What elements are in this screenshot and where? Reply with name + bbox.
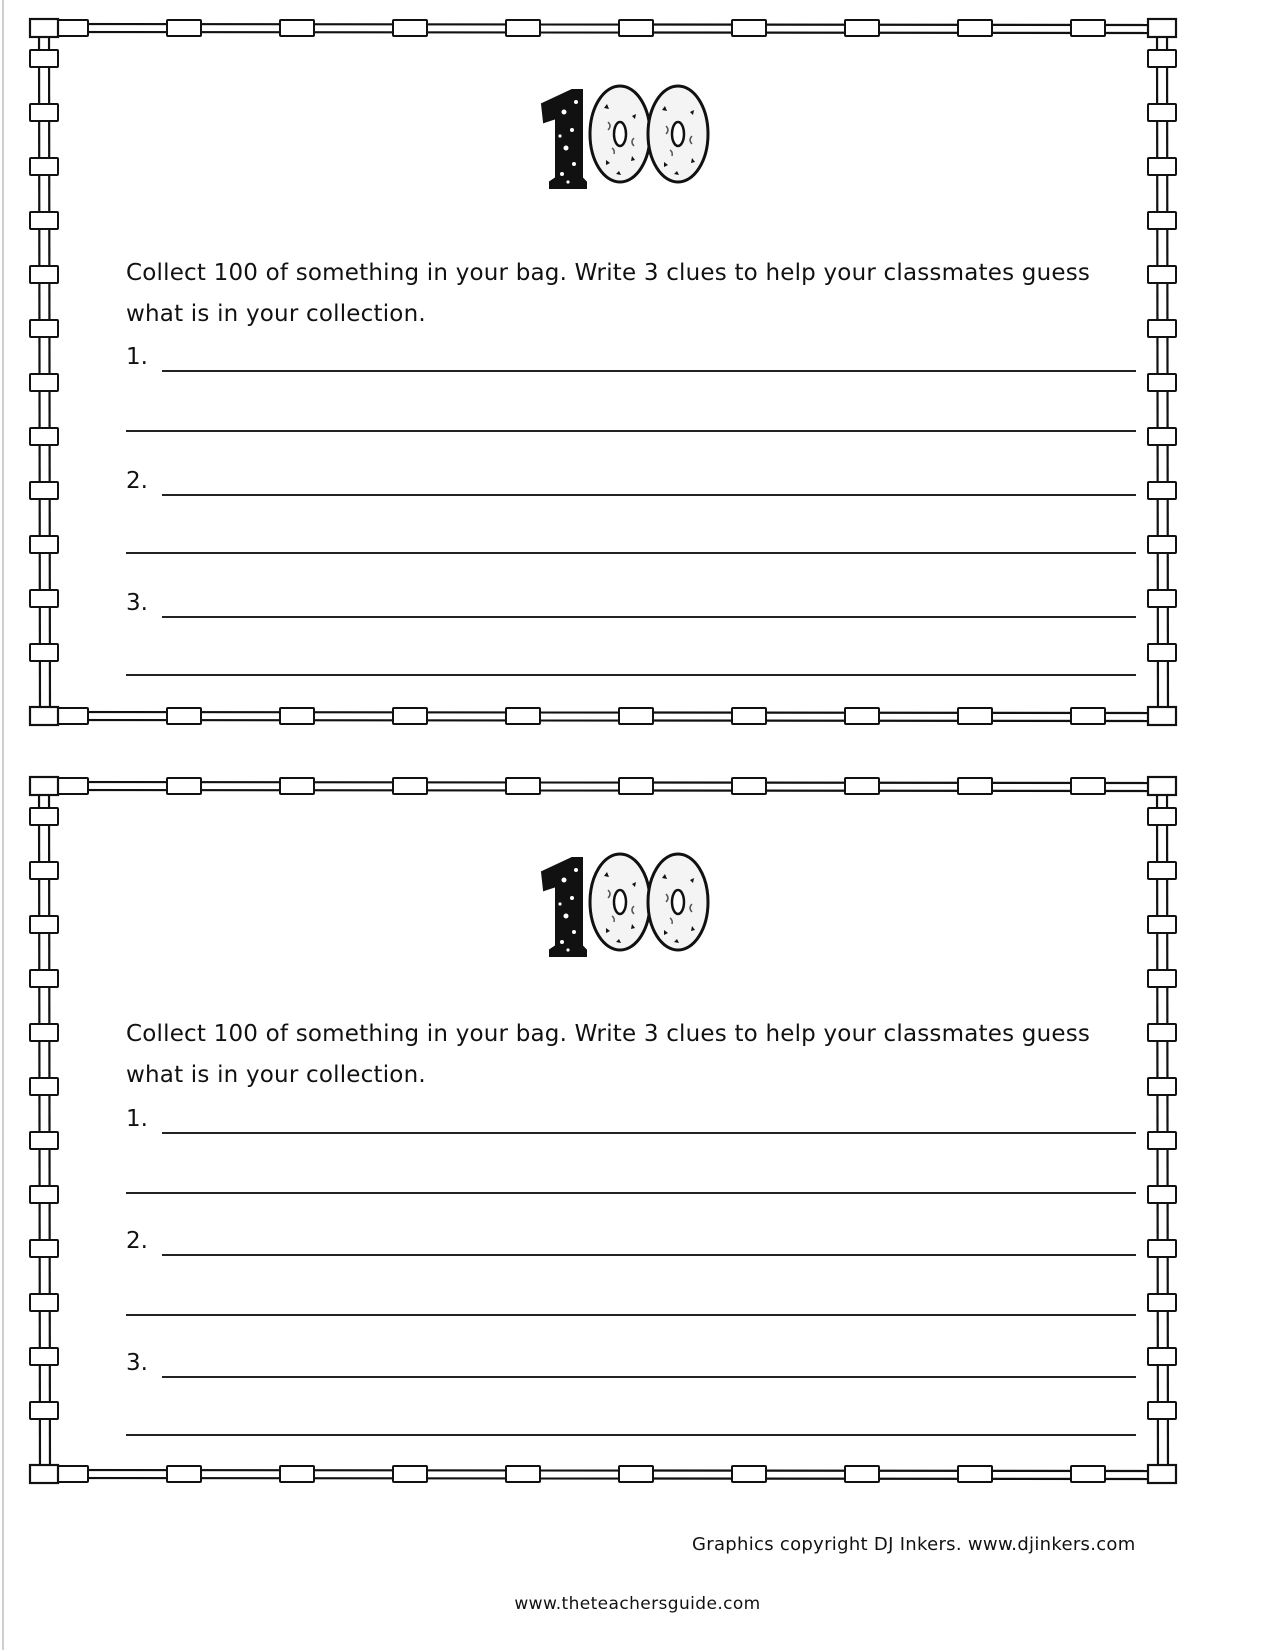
border-rung xyxy=(506,20,540,36)
border-rung xyxy=(958,708,992,724)
border-rung xyxy=(506,778,540,794)
answer-line-continuation[interactable] xyxy=(126,1314,1136,1316)
border-rung xyxy=(1148,862,1176,879)
border-rung xyxy=(1148,482,1176,499)
border-corner xyxy=(30,777,58,795)
border-rung xyxy=(393,20,427,36)
border-rung xyxy=(30,320,58,337)
clue-number: 3. xyxy=(126,1350,148,1376)
border-rung xyxy=(1148,536,1176,553)
clue-number: 2. xyxy=(126,1228,148,1254)
border-rung xyxy=(30,1240,58,1257)
border-rung xyxy=(30,916,58,933)
border-rung xyxy=(732,20,766,36)
border-rung xyxy=(732,1466,766,1482)
border-rung xyxy=(30,1348,58,1365)
border-rung xyxy=(1148,808,1176,825)
border-rung xyxy=(1071,1466,1105,1482)
clue-number: 1. xyxy=(126,344,148,370)
clue-card-1 xyxy=(0,0,1275,760)
border-rung xyxy=(619,20,653,36)
border-rung xyxy=(30,266,58,283)
border-rung xyxy=(167,778,201,794)
border-rung xyxy=(1148,1348,1176,1365)
clue-row-2[interactable] xyxy=(126,1216,1136,1256)
clue-row-3[interactable] xyxy=(126,578,1136,618)
number-100-logo xyxy=(520,82,720,192)
border-rung xyxy=(845,1466,879,1482)
border-rung xyxy=(1148,916,1176,933)
border-rail-right xyxy=(1167,776,1168,1484)
border-rung xyxy=(619,1466,653,1482)
border-rung xyxy=(393,708,427,724)
instructions-line-2: what is in your collection. xyxy=(126,1062,426,1088)
answer-line[interactable] xyxy=(162,1376,1136,1378)
clue-row-3[interactable] xyxy=(126,1338,1136,1378)
border-rung xyxy=(1148,1132,1176,1149)
border-rung xyxy=(30,374,58,391)
clue-number: 1. xyxy=(126,1106,148,1132)
border-rung xyxy=(1148,1240,1176,1257)
border-corner xyxy=(1148,1465,1176,1483)
answer-line-continuation[interactable] xyxy=(126,1434,1136,1436)
border-rung xyxy=(1148,970,1176,987)
clue-number: 3. xyxy=(126,590,148,616)
border-rung xyxy=(1071,20,1105,36)
border-rung xyxy=(167,708,201,724)
border-rung xyxy=(280,708,314,724)
border-corner xyxy=(1148,19,1176,37)
border-rung xyxy=(1148,1024,1176,1041)
logo-zero-1 xyxy=(590,86,650,182)
border-rung xyxy=(1148,644,1176,661)
instructions-line-1: Collect 100 of something in your bag. Write 3 clues to help your classmates guess xyxy=(126,260,1091,286)
instructions-line-2: what is in your collection. xyxy=(126,301,426,327)
answer-line-continuation[interactable] xyxy=(126,1192,1136,1194)
instructions-line-1: Collect 100 of something in your bag. Write 3 clues to help your classmates guess xyxy=(126,1021,1091,1047)
instructions xyxy=(126,1014,1136,1096)
border-corner xyxy=(30,19,58,37)
answer-line-continuation[interactable] xyxy=(126,674,1136,676)
border-rung xyxy=(619,778,653,794)
border-rail-right xyxy=(1157,18,1158,726)
logo-one xyxy=(542,858,586,956)
border-corner xyxy=(1148,777,1176,795)
number-100-logo xyxy=(520,850,720,960)
answer-line[interactable] xyxy=(162,370,1136,372)
border-rung xyxy=(1148,1402,1176,1419)
answer-line-continuation[interactable] xyxy=(126,552,1136,554)
border-rung xyxy=(1148,1294,1176,1311)
border-rung xyxy=(1148,1186,1176,1203)
border-rung xyxy=(280,20,314,36)
border-rung xyxy=(30,644,58,661)
border-rung xyxy=(1148,50,1176,67)
clue-row-1[interactable] xyxy=(126,332,1136,372)
border-rail-left xyxy=(49,776,50,1484)
border-rung xyxy=(1071,778,1105,794)
border-rung xyxy=(958,778,992,794)
clue-card-2 xyxy=(0,758,1275,1518)
border-rung xyxy=(167,20,201,36)
border-rung xyxy=(506,708,540,724)
border-rung xyxy=(1148,104,1176,121)
border-rung xyxy=(30,212,58,229)
border-rung xyxy=(30,482,58,499)
border-rung xyxy=(30,1132,58,1149)
border-rung xyxy=(845,20,879,36)
border-rail-left xyxy=(49,18,50,726)
border-rung xyxy=(732,778,766,794)
border-rung xyxy=(1148,266,1176,283)
border-rung xyxy=(1148,374,1176,391)
border-rung xyxy=(280,1466,314,1482)
footer-url: www.theteachersguide.com xyxy=(514,1594,761,1614)
border-rung xyxy=(1148,428,1176,445)
border-rung xyxy=(30,1024,58,1041)
graphics-credit: Graphics copyright DJ Inkers. www.djinkers.com xyxy=(692,1534,1136,1555)
logo-zero-2 xyxy=(648,86,708,182)
border-rung xyxy=(30,50,58,67)
border-rung xyxy=(30,970,58,987)
answer-line[interactable] xyxy=(162,1132,1136,1134)
border-rung xyxy=(393,778,427,794)
border-rung xyxy=(30,1186,58,1203)
border-rung xyxy=(30,1402,58,1419)
border-rung xyxy=(1071,708,1105,724)
answer-line[interactable] xyxy=(162,494,1136,496)
logo-zero-2 xyxy=(648,854,708,950)
border-rung xyxy=(1148,320,1176,337)
clue-number: 2. xyxy=(126,468,148,494)
answer-line[interactable] xyxy=(162,1254,1136,1256)
border-rung xyxy=(619,708,653,724)
border-rung xyxy=(845,708,879,724)
border-rung xyxy=(30,862,58,879)
border-rung xyxy=(30,428,58,445)
border-rung xyxy=(393,1466,427,1482)
clue-row-1[interactable] xyxy=(126,1094,1136,1134)
border-rail-left xyxy=(39,776,40,1484)
logo-one xyxy=(542,90,586,188)
border-rung xyxy=(30,1294,58,1311)
border-rung xyxy=(30,1078,58,1095)
border-rung xyxy=(845,778,879,794)
border-rung xyxy=(1148,1078,1176,1095)
border-rail-right xyxy=(1157,776,1158,1484)
border-rung xyxy=(30,104,58,121)
border-rung xyxy=(167,1466,201,1482)
border-rail-left xyxy=(39,18,40,726)
logo-zero-1 xyxy=(590,854,650,950)
border-rung xyxy=(958,20,992,36)
border-rung xyxy=(1148,590,1176,607)
border-rung xyxy=(732,708,766,724)
border-rung xyxy=(1148,158,1176,175)
answer-line[interactable] xyxy=(162,616,1136,618)
border-rung xyxy=(30,158,58,175)
border-corner xyxy=(30,707,58,725)
border-rung xyxy=(958,1466,992,1482)
border-rung xyxy=(30,536,58,553)
border-rung xyxy=(506,1466,540,1482)
border-rung xyxy=(30,590,58,607)
border-corner xyxy=(1148,707,1176,725)
border-rung xyxy=(280,778,314,794)
border-rail-right xyxy=(1167,18,1168,726)
instructions xyxy=(126,253,1136,335)
border-rung xyxy=(30,808,58,825)
border-rung xyxy=(1148,212,1176,229)
answer-line-continuation[interactable] xyxy=(126,430,1136,432)
clue-row-2[interactable] xyxy=(126,456,1136,496)
border-corner xyxy=(30,1465,58,1483)
